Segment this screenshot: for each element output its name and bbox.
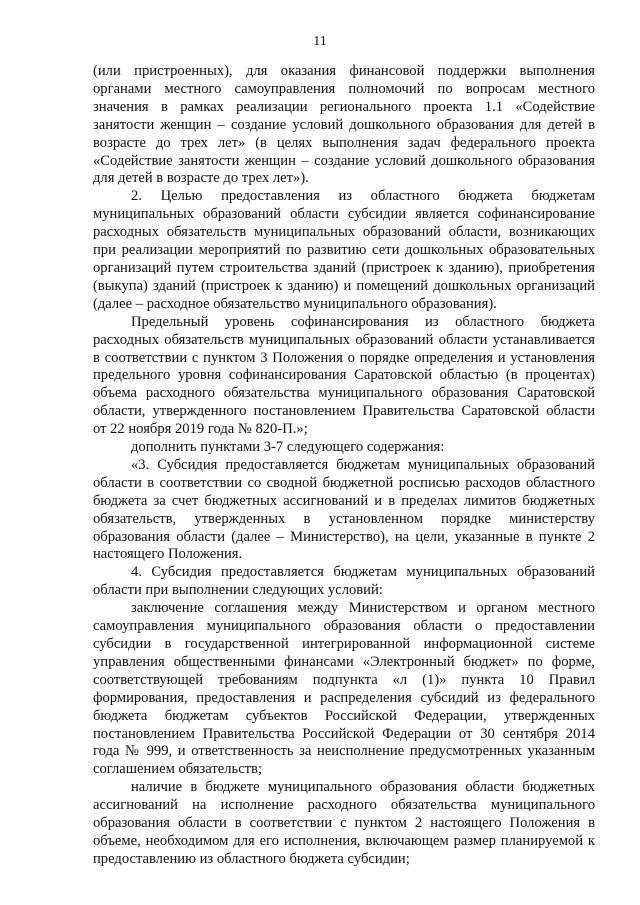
paragraph-item-4: 4. Субсидия предоставляется бюджетам муниципальных образований области при выполнении следующих условий: [93,564,595,599]
document-body [93,63,595,869]
paragraph-cofinancing-level: Предельный уровень софинансирования из областного бюджета расходных обязательств муниципальных образований области устанавливается в соответствии с пунктом 3 Положения о порядке определения и установления предельного уровня софинансирования Саратовской областью (в процентах) объема расходного обязательства муниципального образования Саратовской области, утвержденного постановлением Правительства Саратовской области от 22 ноября 2019 года № 820-П.»; [93,313,595,438]
paragraph-item-3: «3. Субсидия предоставляется бюджетам муниципальных образований области в соответствии со сводной бюджетной росписью расходов областного бюджета за счет бюджетных ассигнований и в пределах лимитов бюджетных обязательств, утвержденных в установленном порядке министерству образования области (далее – Министерство), на цели, указанные в пункте 2 настоящего Положения. [93,456,595,563]
page-number: 11 [313,34,327,49]
paragraph-item-2: 2. Целью предоставления из областного бюджета бюджетам муниципальных образований области субсидии является софинансирование расходных обязательств муниципальных образований области, возникающих при реализации мероприятий по развитию сети дошкольных образовательных организаций путем строительства зданий (пристроек к зданию), приобретения (выкупа) зданий (пристроек к зданию) и помещений дошкольных организаций (далее – расходное обязательство муниципального образования). [93,188,595,312]
paragraph-continuation: (или пристроенных), для оказания финансовой поддержки выполнения органами местного самоуправления полномочий по вопросам местного значения в рамках реализации регионального проекта 1.1 «Содействие занятости женщин – создание условий дошкольного образования для детей в возрасте до трех лет» (в целях выполнения задач федерального проекта «Содействие занятости женщин – создание условий дошкольного образования для детей в возрасте до трех лет»). [93,63,595,187]
paragraph-amendment-intro: дополнить пунктами 3-7 следующего содержания: [131,439,445,456]
paragraph-condition-budget: наличие в бюджете муниципального образования области бюджетных ассигнований на исполнение расходного обязательства муниципального образования области в соответствии с пунктом 2 настоящего Положения в объеме, необходимом для его исполнения, включающем размер планируемой к предоставлению из областного бюджета субсидии; [93,779,595,867]
paragraph-condition-agreement: заключение соглашения между Министерством и органом местного самоуправления муниципального образования области о предоставлении субсидии в государственной интегрированной информационной системе управления общественными финансами «Электронный бюджет» по форме, соответствующей требованиям подпункта «л (1)» пункта 10 Правил формирования, предоставления и распределения субсидий из федерального бюджета бюджетам субъектов Российской Федерации, утвержденных постановлением Правительства Российской Федерации от 30 сентября 2014 года № 999, и ответственность за неисполнение предусмотренных указанным соглашением обязательств; [93,600,595,778]
